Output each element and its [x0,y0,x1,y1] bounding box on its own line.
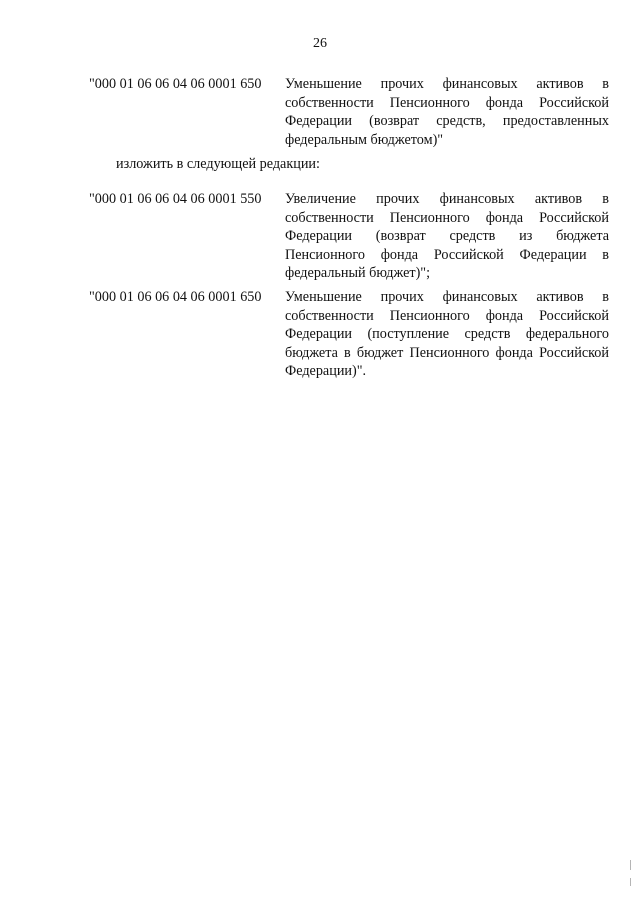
budget-code: "000 01 06 06 04 06 0001 650 [89,76,262,92]
budget-entry-increase [89,190,609,283]
budget-description: Уменьшение прочих финансовых активов в собственности Пенсионного фонда Российской Федерации (поступление средств федерального бюджета в бюджет Пенсионного фонда Российской Федерации)". [285,289,609,380]
budget-description: Увеличение прочих финансовых активов в собственности Пенсионного фонда Российской Федерации (возврат средств из бюджета Пенсионного фонда Российской Федерации в федеральный бюджет)"; [285,191,609,282]
scan-margin-mark [630,878,631,886]
budget-code: "000 01 06 06 04 06 0001 550 [89,191,262,207]
budget-entry-reduction-new [89,288,609,381]
budget-code: "000 01 06 06 04 06 0001 650 [89,289,262,305]
page-number: 26 [313,36,327,51]
amendment-instruction: изложить в следующей редакции: [116,156,320,172]
budget-entry-reduction-original [89,75,609,149]
budget-description: Уменьшение прочих финансовых активов в собственности Пенсионного фонда Российской Федерации (возврат средств, предоставленных федеральным бюджетом)" [285,76,609,148]
scan-margin-mark [630,860,631,870]
